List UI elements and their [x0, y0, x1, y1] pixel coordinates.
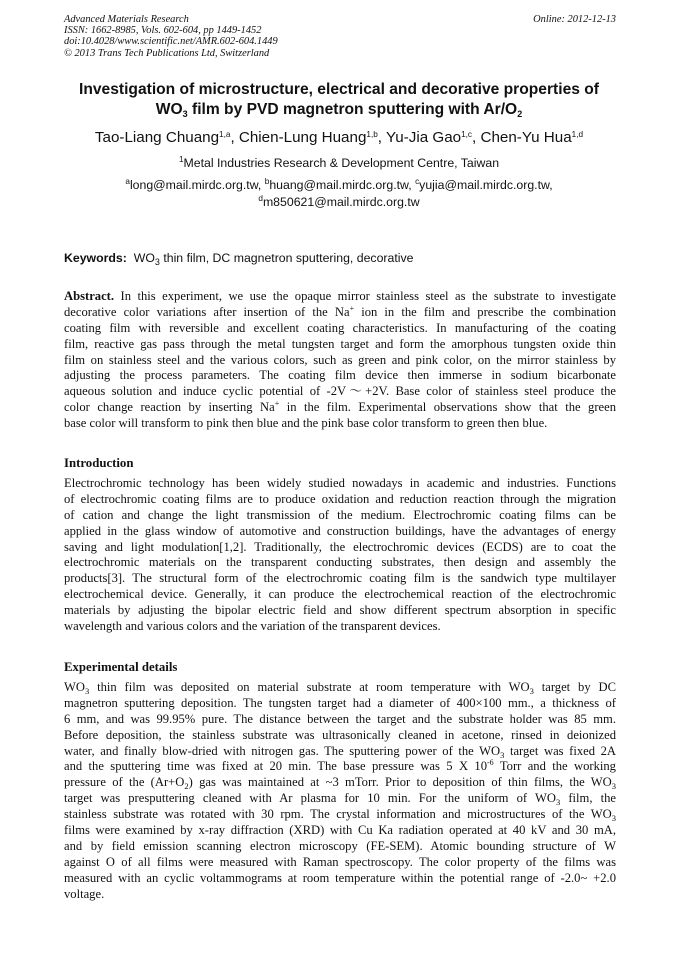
exp-text: ) gas was maintained at ~3 mTorr. Prior to deposition of thin films, the WO [188, 775, 612, 790]
subscript: 3 [500, 749, 505, 760]
abstract-label: Abstract. [64, 289, 115, 303]
abstract-line [64, 289, 616, 305]
issn-line: ISSN: 1662-8985, Vols. 602-604, pp 1449-1452 [64, 25, 262, 37]
email-address: long@mail.mirdc.org.tw, [129, 178, 265, 192]
exp-text: target by DC [533, 680, 616, 694]
subscript: 3 [84, 686, 90, 696]
abstract-text: ion in the film and prescribe the combination [354, 304, 617, 319]
author-superscript: 1,b [366, 130, 378, 139]
exp-line [64, 680, 616, 696]
exp-line [64, 791, 616, 807]
exp-text: WO [64, 680, 85, 694]
exp-line: 6 mm, and was 99.95% pure. The distance between the target and the substrate holder was 85 mm. [64, 711, 616, 726]
email-address: huang@mail.mirdc.org.tw, [269, 178, 416, 192]
experimental-body [64, 680, 616, 902]
exp-line: voltage. [64, 886, 105, 901]
exp-line: Before deposition, the stainless substrate was ultrasonically cleaned in acetone, rinsed in deionized [64, 727, 616, 742]
exp-text: stainless substrate was rotated with 30 rpm. The crystal information and microstructures of the WO [64, 807, 612, 822]
author-separator: , [377, 129, 386, 146]
keywords-subscript: 3 [154, 257, 160, 267]
exp-text: Torr and the working [493, 759, 616, 774]
intro-line: of electrochromic coating films are to produce oxidation and reduction reaction through the migration [64, 491, 616, 506]
keywords-text: thin film, DC magnetron sputtering, decorative [159, 251, 414, 265]
subscript: 2 [184, 781, 189, 792]
exp-line: films were examined by x-ray diffraction (XRD) with Cu Ka radiation operated at 40 kV and 30 mA, [64, 823, 616, 838]
abstract-text: color change reaction by inserting Na [64, 400, 275, 415]
abstract-line: base color will transform to pink then blue and the pink base color transform to green then blue. [64, 416, 548, 431]
introduction-heading: Introduction [64, 456, 134, 470]
ion-superscript: + [274, 399, 280, 409]
affiliation-text: Metal Industries Research & Development Centre, Taiwan [183, 156, 500, 170]
author-superscript: 1,d [571, 130, 584, 139]
abstract-text: in the film. Experimental observations show that the green [279, 400, 616, 415]
abstract-text: In this experiment, we use the opaque mirror stainless steel as the substrate to investigate [114, 289, 616, 303]
title-subscript: 3 [182, 109, 188, 119]
author-separator: , [230, 129, 239, 146]
intro-line: products[3]. The structural form of the electrochromic coating film is the sandwich type multilayer [64, 571, 616, 586]
doi-line: doi:10.4028/www.scientific.net/AMR.602-604.1449 [64, 36, 278, 48]
author-name: Tao-Liang Chuang [94, 129, 220, 146]
subscript: 3 [611, 813, 616, 824]
ion-superscript: + [349, 303, 355, 313]
exp-text: thin film was deposited on material substrate at room temperature with WO [89, 680, 530, 694]
keywords [64, 250, 624, 266]
keywords-label: Keywords: [64, 251, 127, 265]
subscript: 3 [555, 797, 561, 808]
author-superscript: 1,c [461, 130, 473, 139]
intro-line: materials by adjusting the bipolar electric field and show different spectrum absorption in specific [64, 603, 616, 618]
exp-text: water, and finally blow-dried with nitrogen gas. The sputtering power of the WO [64, 743, 501, 758]
abstract-line: aqueous solution and induce cyclic potential of -2V～+2V. Base color of stainless steel produce the [64, 384, 616, 399]
author-superscript: 1,a [219, 130, 231, 139]
exp-line [64, 775, 616, 791]
introduction-body [64, 476, 616, 635]
exp-text: target was presputtering cleaned with Ar plasma for 10 min. For the uniform of WO [64, 791, 556, 806]
intro-line: electrochemical device. Generally, it can produce the electrochemical reaction of the electrochromic [64, 587, 616, 602]
experimental-heading: Experimental details [64, 660, 178, 674]
exp-line: magnetron sputtering deposition. The tungsten target had a diameter of 400×100 mm., a thickness of [64, 695, 616, 710]
title-rest: film by PVD magnetron sputtering with Ar/O [187, 101, 518, 118]
abstract-line [64, 400, 616, 416]
title-line-1: Investigation of microstructure, electrical and decorative properties of [79, 81, 599, 98]
email-address: yujia@mail.mirdc.org.tw, [419, 178, 553, 192]
title-line-2 [40, 100, 638, 120]
subscript: 3 [529, 686, 534, 696]
email-line-1 [40, 177, 638, 194]
exp-text: target was fixed 2A [504, 743, 617, 758]
abstract-line [64, 305, 616, 321]
affiliation [40, 155, 638, 171]
intro-line: electrochromic materials on the transparent conducting substrates, then design and assembly the [64, 555, 616, 570]
abstract [64, 289, 616, 432]
intro-line: applied in the glass window of automotive and construction buildings, have the advantages of energy [64, 523, 616, 538]
keywords-formula: WO [133, 251, 155, 265]
exp-text: film, the [560, 791, 616, 806]
exp-line: against O of all films were measured with Raman spectroscopy. The color property of the films was [64, 854, 616, 869]
abstract-line: adjusting the process parameters. The coating film device then immerse in sodium bicarbonate [64, 368, 616, 383]
author-list [30, 128, 648, 148]
subscript: 3 [611, 781, 616, 792]
intro-line: saving and light modulation[1,2]. Traditionally, the electrochromic devices (ECDS) are to coat the [64, 539, 616, 554]
title-formula: WO [155, 101, 183, 118]
copyright-line: © 2013 Trans Tech Publications Ltd, Switzerland [64, 47, 270, 59]
exp-text: and the sputtering time was fixed at 20 min. The base pressure was 5 X 10 [64, 759, 488, 774]
exp-line [64, 759, 616, 775]
title-subscript-2: 2 [517, 109, 523, 119]
email-line-2 [40, 194, 638, 211]
journal-name: Advanced Materials Research [64, 14, 189, 25]
author-name: Chen-Yu Hua [480, 129, 572, 146]
affiliation-superscript: 1 [178, 155, 184, 164]
abstract-line: film, reactive gas pass through the metal tungsten target and form the amorphous tungsten oxide thin [64, 336, 616, 351]
author-name: Yu-Jia Gao [385, 129, 462, 146]
journal-header [64, 14, 616, 59]
email-marker: a [125, 177, 130, 186]
abstract-line: coating film with reversible and excellent coating characteristics. In manufacturing of the coating [64, 320, 616, 335]
author-separator: , [472, 129, 481, 146]
exp-line: measured with an cyclic voltammograms at room temperature within the potential range of -2.0~ +2.0 [64, 870, 616, 885]
exponent: -6 [487, 758, 494, 768]
online-date: Online: 2012-12-13 [533, 14, 616, 25]
intro-line: Electrochromic technology has been widely studied nowadays in academic and industries. Functions [64, 476, 616, 490]
email-marker: d [258, 194, 263, 203]
author-emails [40, 177, 638, 211]
email-marker: b [264, 177, 270, 186]
author-name: Chien-Lung Huang [238, 129, 367, 146]
email-marker: c [415, 177, 420, 186]
exp-text: pressure of the (Ar+O [64, 775, 185, 790]
exp-line [64, 807, 616, 823]
intro-line: wavelength and various colors and the variation of the transparent devices. [64, 619, 441, 634]
paper-title [40, 80, 638, 120]
abstract-line: film on stainless steel and the various colors, such as green and pink color, on the mirror stainless by [64, 352, 616, 367]
email-address: m850621@mail.mirdc.org.tw [262, 195, 420, 209]
exp-line: and by field emission scanning electron microscopy (FE-SEM). Atomic bounding structure of W [64, 838, 616, 853]
abstract-text: decorative color variations after insertion of the Na [64, 304, 350, 319]
exp-line [64, 744, 616, 760]
intro-line: of cation and change the light transmission of the medium. Electrochromic coating films can be [64, 507, 616, 522]
